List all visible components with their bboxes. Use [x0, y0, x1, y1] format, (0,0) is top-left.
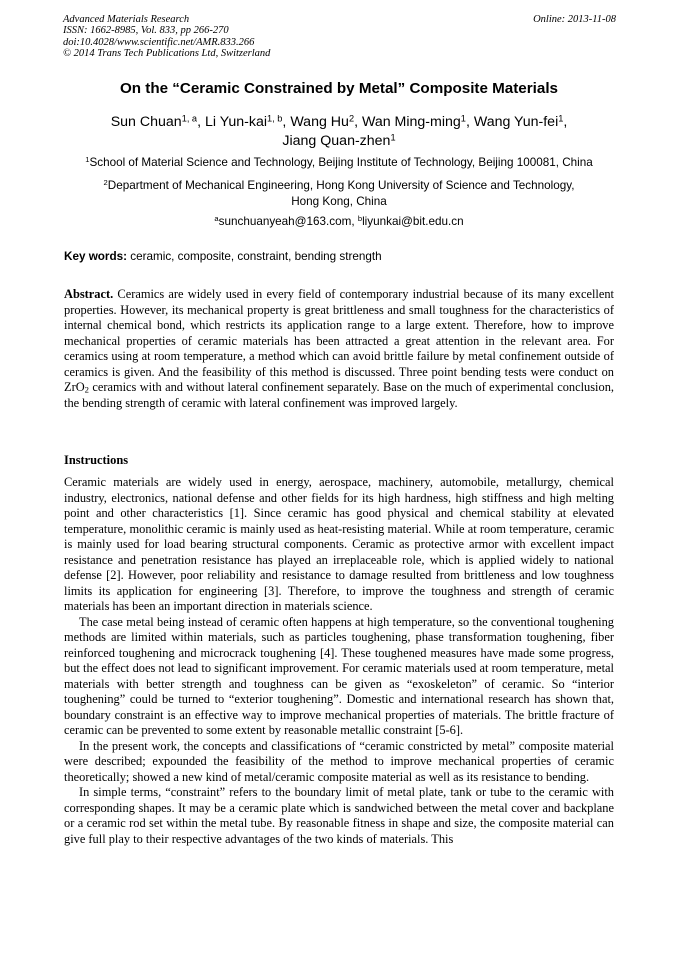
- doi-line: doi:10.4028/www.scientific.net/AMR.833.266: [63, 36, 255, 48]
- email-b: liyunkai@bit.edu.cn: [362, 215, 464, 228]
- keywords: [64, 249, 382, 264]
- paragraph: Ceramic materials are widely used in energy, aerospace, machinery, automobile, metallurgy, chemical industry, electronics, national defense and other fields for its high hardness, high stiffness and high melting point and other characteristics [1]. Since ceramic has good physical and chemical stability at elevated temperature, monolithic ceramic is mainly used as heat-resisting material. While at room temperature, ceramic is mainly used for load bearing structural components. Ceramic as protective armor with excellent impact resistance and penetration resistance has played an irreplaceable role, which is applied widely to national defense [2]. However, poor reliability and resistance to damage resulted from brittleness and low toughness limits its application for engineering [3]. Therefore, to improve the toughness and strength of ceramic materials has been an important direction in materials science.: [64, 475, 614, 613]
- author: Wan Ming-ming$^1$,: [361, 113, 474, 130]
- affiliation-2: $^2$Department of Mechanical Engineering, Hong Kong University of Science and Technology, Hong Kong, China: [103, 178, 575, 208]
- paper-title: On the “Ceramic Constrained by Metal” Composite Materials: [119, 80, 558, 97]
- abstract: Abstract. Ceramics are widely used in every field of contemporary industrial because of its many excellent properties. However, its mechanical property is great brittleness and small toughness for the characteristics of internal chemical bond, which restricts its application range to a large extent. Therefore, how to improve mechanical properties of ceramic materials has been attracted a great attention in the relevant area. For ceramics using at room temperature, a method which can avoid brittle failure by metal confinement outside of ceramics is given. And the feasibility of this method is discussed. Three point bending tests were conduct on ZrO$_2$ ceramics with and without lateral confinement separately. Base on the much of experimental conclusion, the bending strength of ceramic with lateral confinement was improved largely.: [64, 287, 614, 410]
- keywords-label: Key words:: [64, 250, 127, 263]
- keywords-text: ceramic, composite, constraint, bending strength: [127, 250, 382, 263]
- author: Sun Chuan$^{1, a}$,: [110, 113, 205, 130]
- journal-name: Advanced Materials Research: [63, 14, 190, 25]
- author: Jiang Quan-zhen$^1$: [282, 132, 396, 149]
- paragraph: In simple terms, “constraint” refers to the boundary limit of metal plate, tank or tube to the ceramic with corresponding shapes. It may be a ceramic plate which is sandwiched between the metal cover and backplane or a ceramic rod set within the metal tube. By reasonable fitness in shape and size, the composite material can give full play to their respective advantages of the two kinds of materials. This: [64, 785, 614, 846]
- author: Li Yun-kai$^{1, b}$,: [204, 113, 291, 130]
- affiliation-1: $^1$School of Material Science and Technology, Beijing Institute of Technology, Beijing 100081, China: [85, 155, 593, 169]
- section-body: [64, 475, 614, 847]
- author: Wang Yun-fei$^1$,: [473, 113, 568, 130]
- online-date: Online: 2013-11-08: [533, 14, 616, 25]
- paragraph: In the present work, the concepts and classifications of “ceramic constricted by metal” composite material were described; expounded the feasibility of the method to improve mechanical properties of ceramic theoretically; showed a new kind of metal/ceramic composite material as well as its resistance to bending.: [64, 738, 614, 784]
- author-list: [40, 113, 638, 151]
- journal-header: [63, 14, 270, 60]
- email-a: sunchuanyeah@163.com,: [218, 215, 358, 228]
- issn-line: ISSN: 1662-8985, Vol. 833, pp 266-270: [63, 25, 229, 37]
- copyright-line: © 2014 Trans Tech Publications Ltd, Switzerland: [63, 48, 271, 60]
- abstract-label: Abstract.: [64, 287, 114, 301]
- author: Wang Hu$^2$,: [290, 113, 362, 130]
- section-heading: Instructions: [64, 453, 129, 467]
- paragraph: The case metal being instead of ceramic often happens at high temperature, so the conventional toughening methods are limited within materials, such as particles toughening, phase transformation toughening, fiber reinforced toughening and microcrack toughening [4]. These toughened measures have made some progress, but the effect does not lead to significant improvement. For ceramic materials used at room temperature, metal materials with better strength and toughness can be given as “exoskeleton” of ceramic. So “interior toughening” could be turned to “exterior toughening”. Domestic and international research has shown that, boundary constraint is an effective way to improve mechanical properties of materials. The brittle fracture of ceramic can be prevented to some extent by reasonable metallic constraint [5-6].: [64, 614, 614, 737]
- author-emails: $^a$sunchuanyeah@163.com, $^b$liyunkai@bit.edu.cn: [214, 214, 464, 228]
